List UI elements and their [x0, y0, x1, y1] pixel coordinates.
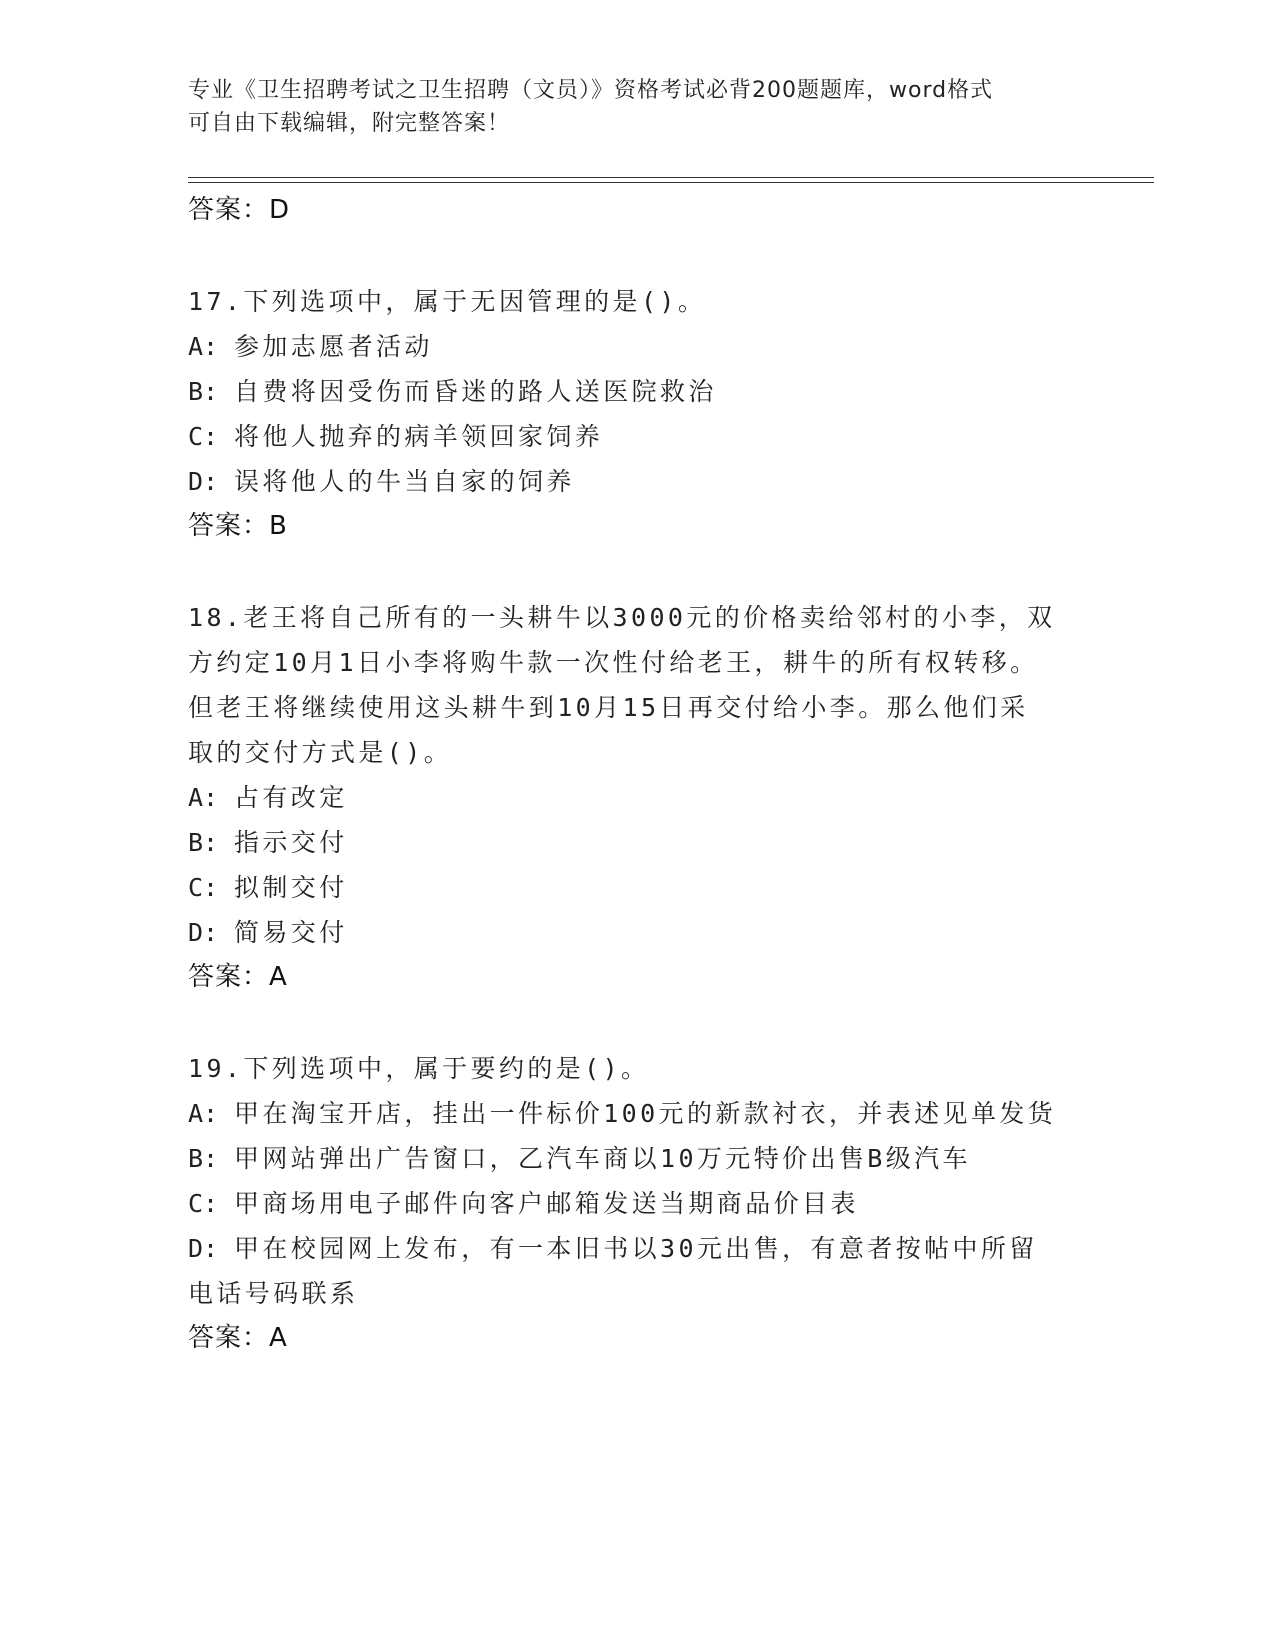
question-list — [188, 188, 1088, 1361]
option-text: 电话号码联系 — [188, 1279, 359, 1308]
option-text: 甲商场用电子邮件向客户邮箱发送当期商品价目表 — [234, 1189, 859, 1218]
question-text: 19.下列选项中，属于要约的是()。 — [188, 1054, 650, 1083]
option-line — [188, 1091, 1088, 1136]
header-line-1: 专业《卫生招聘考试之卫生招聘（文员）》资格考试必背200题题库，word格式 — [188, 78, 994, 103]
option-text: 甲网站弹出广告窗口，乙汽车商以10万元特价出售B级汽车 — [234, 1144, 971, 1173]
answer-line: 答案：A — [188, 962, 288, 992]
question-text: 取的交付方式是()。 — [188, 738, 453, 767]
header-line-2: 可自由下载编辑，附完整答案！ — [188, 111, 511, 136]
option-label: C: — [188, 873, 219, 902]
option-text: 指示交付 — [234, 828, 348, 857]
option-label: B: — [188, 828, 219, 857]
document-header — [188, 74, 1088, 140]
option-label: D: — [188, 1234, 219, 1263]
option-label: D: — [188, 918, 219, 947]
option-label: C: — [188, 422, 219, 451]
question-block — [188, 1046, 1088, 1361]
option-line — [188, 324, 1088, 369]
question-text: 17.下列选项中，属于无因管理的是()。 — [188, 287, 707, 316]
option-label: B: — [188, 1144, 219, 1173]
option-label: B: — [188, 377, 219, 406]
option-line — [188, 1136, 1088, 1181]
header-divider-bottom — [188, 182, 1154, 183]
question-block — [188, 279, 1088, 549]
option-text: 自费将因受伤而昏迷的路人送医院救治 — [234, 377, 717, 406]
question-text: 18.老王将自己所有的一头耕牛以3000元的价格卖给邻村的小李，双 — [188, 603, 1056, 632]
option-text: 将他人抛弃的病羊领回家饲养 — [234, 422, 604, 451]
option-line — [188, 1271, 1088, 1316]
option-line — [188, 865, 1088, 910]
option-text: 拟制交付 — [234, 873, 348, 902]
option-text: 甲在淘宝开店，挂出一件标价100元的新款衬衣，并表述见单发货 — [234, 1099, 1057, 1128]
question-gap — [188, 233, 1088, 279]
option-line — [188, 414, 1088, 459]
question-gap — [188, 1000, 1088, 1046]
option-label: C: — [188, 1189, 219, 1218]
answer-line: 答案：A — [188, 1323, 288, 1353]
option-line — [188, 369, 1088, 414]
option-label: A: — [188, 1099, 219, 1128]
option-label: D: — [188, 467, 219, 496]
option-text: 误将他人的牛当自家的饲养 — [234, 467, 575, 496]
question-text: 但老王将继续使用这头耕牛到10月15日再交付给小李。那么他们采 — [188, 693, 1029, 722]
option-text: 简易交付 — [234, 918, 348, 947]
question-gap — [188, 549, 1088, 595]
option-label: A: — [188, 332, 219, 361]
header-divider-top — [188, 177, 1154, 178]
answer-line: 答案：B — [188, 511, 288, 541]
option-line — [188, 459, 1088, 504]
option-line — [188, 775, 1088, 820]
option-text: 甲在校园网上发布，有一本旧书以30元出售，有意者按帖中所留 — [234, 1234, 1038, 1263]
option-line — [188, 910, 1088, 955]
option-text: 参加志愿者活动 — [234, 332, 433, 361]
option-label: A: — [188, 783, 219, 812]
question-block — [188, 595, 1088, 1000]
option-line — [188, 1226, 1088, 1271]
option-line — [188, 1181, 1088, 1226]
previous-answer: 答案：D — [188, 195, 291, 225]
question-text: 方约定10月1日小李将购牛款一次性付给老王，耕牛的所有权转移。 — [188, 648, 1039, 677]
option-line — [188, 820, 1088, 865]
option-text: 占有改定 — [234, 783, 348, 812]
